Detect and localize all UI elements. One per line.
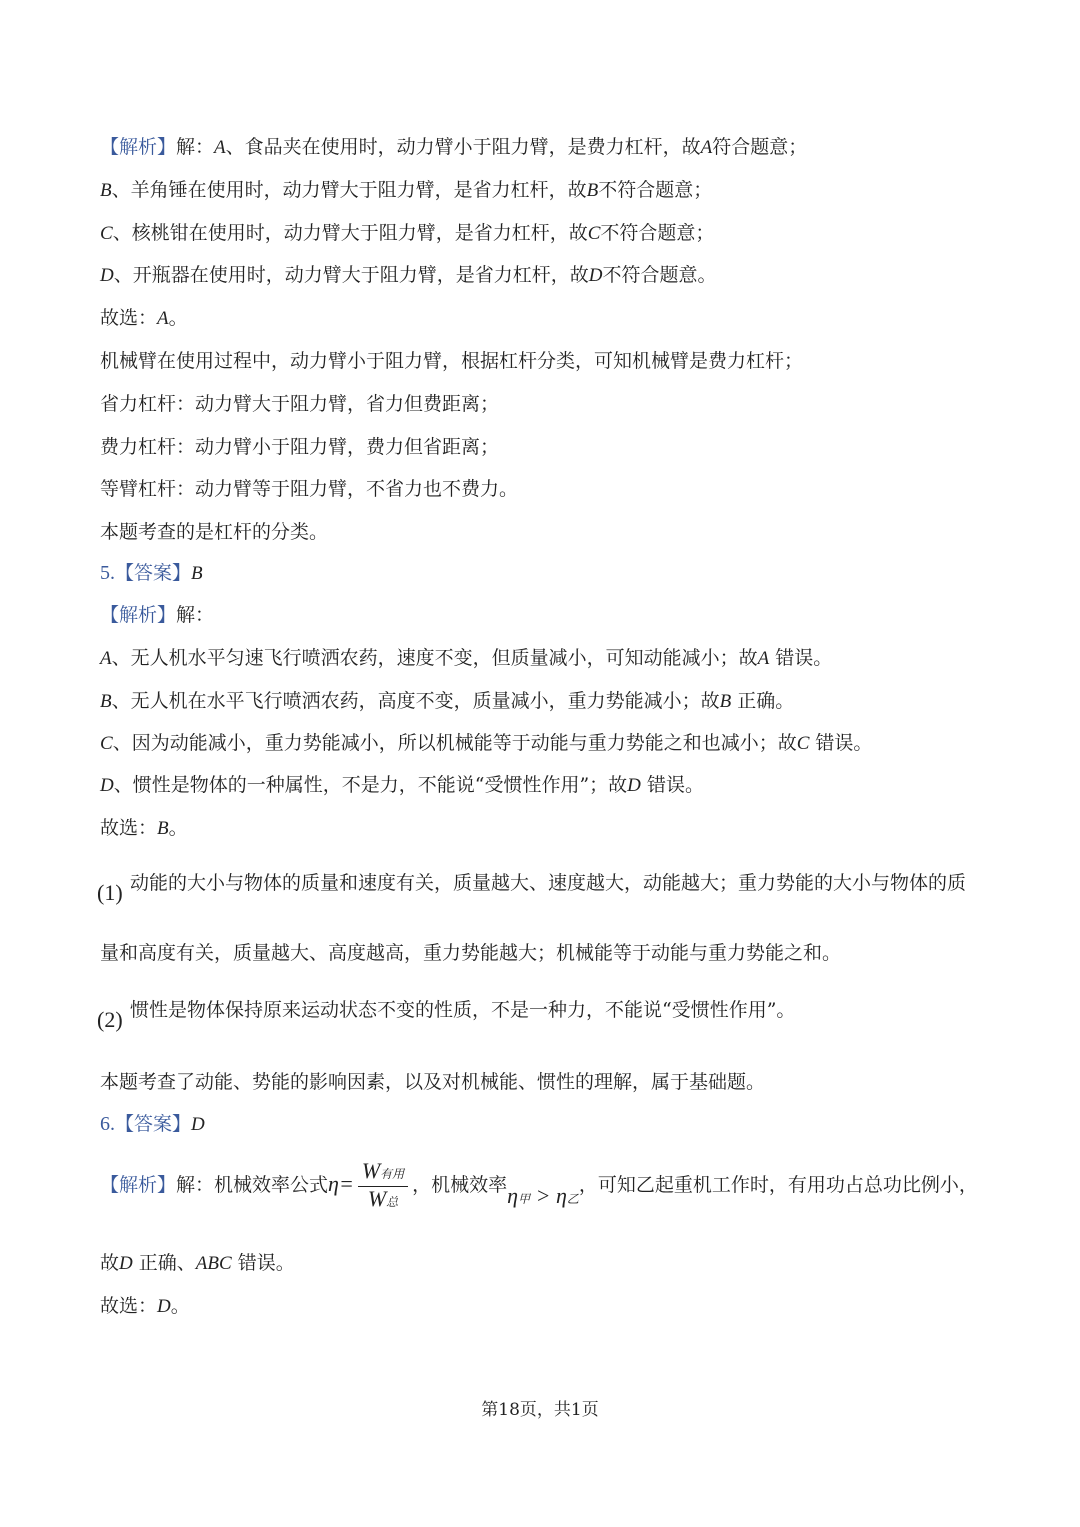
q4-note: 省力杠杆：动力臂大于阻力臂，省力但费距离； [100,393,500,415]
q4-note: 费力杠杆：动力臂小于阻力臂，费力但省距离； [100,436,500,458]
analysis-tag: 【解析】 [100,1174,177,1196]
q4-analysis-d: D、开瓶器在使用时，动力臂大于阻力臂，是省力杠杆，故D不符合题意。 [100,264,717,286]
q6-answer: 6.【答案】D [100,1113,205,1135]
point-1-text: 动能的大小与物体的质量和速度有关，质量越大、速度越大，动能越大；重力势能的大小与物体的质 [130,872,967,894]
q5-analysis-header: 【解析】解： [100,604,215,626]
point-1-text-cont: 量和高度有关，质量越大、高度越高，重力势能越大；机械能等于动能与重力势能之和。 [100,942,842,964]
point-2-label: (2) [97,1007,123,1032]
answer-tag: 【答案】 [115,1113,192,1135]
q5-analysis-d: D、惯性是物体的一种属性，不是力，不能说“受惯性作用”；故D 错误。 [100,774,704,796]
page-footer: 第18页，共1页 [481,1400,599,1420]
q4-note: 等臂杠杆：动力臂等于阻力臂，不省力也不费力。 [100,478,519,500]
point-2-text: 惯性是物体保持原来运动状态不变的性质，不是一种力，不能说“受惯性作用”。 [130,999,796,1021]
q5-analysis-b: B、无人机在水平飞行喷洒农药，高度不变，质量减小，重力势能减小；故B 正确。 [100,690,795,712]
point-1-label: (1) [97,880,123,905]
q6-analysis-formula: 【解析】解：机械效率公式η= $\frac{\text{W有用}}{\text{W总}}$ ，机械效率η甲 > η乙，可知乙起重机工作时，有用功占总功比例小， [100,1158,978,1214]
q4-analysis-a: 【解析】解：A、食品夹在使用时，动力臂小于阻力臂，是费力杠杆，故A符合题意； [100,136,808,158]
q4-note: 机械臂在使用过程中，动力臂小于阻力臂，根据杠杆分类，可知机械臂是费力杠杆； [100,350,804,372]
analysis-tag: 【解析】 [100,136,177,158]
q4-analysis-c: C、核桃钳在使用时，动力臂大于阻力臂，是省力杠杆，故C不符合题意； [100,222,715,244]
q4-summary: 本题考查的是杠杆的分类。 [100,521,329,543]
q4-choice: 故选：A。 [100,307,188,329]
q6-choice: 故选：D。 [100,1295,190,1317]
q4-analysis-b: B、羊角锤在使用时，动力臂大于阻力臂，是省力杠杆，故B不符合题意； [100,179,713,201]
q5-analysis-c: C、因为动能减小，重力势能减小，所以机械能等于动能与重力势能之和也减小；故C 错误。 [100,732,873,754]
analysis-tag: 【解析】 [100,604,177,626]
q5-summary: 本题考查了动能、势能的影响因素，以及对机械能、惯性的理解，属于基础题。 [100,1071,766,1093]
q5-analysis-a: A、无人机水平匀速飞行喷洒农药，速度不变，但质量减小，可知动能减小；故A 错误。 [100,647,833,669]
q5-choice: 故选：B。 [100,817,188,839]
answer-tag: 【答案】 [115,562,192,584]
efficiency-fraction: $\frac{\text{W有用}}{\text{W总}}$ [358,1159,408,1214]
q6-conclusion: 故D 正确、ABC 错误。 [100,1252,295,1274]
q5-answer: 5.【答案】B [100,562,203,584]
